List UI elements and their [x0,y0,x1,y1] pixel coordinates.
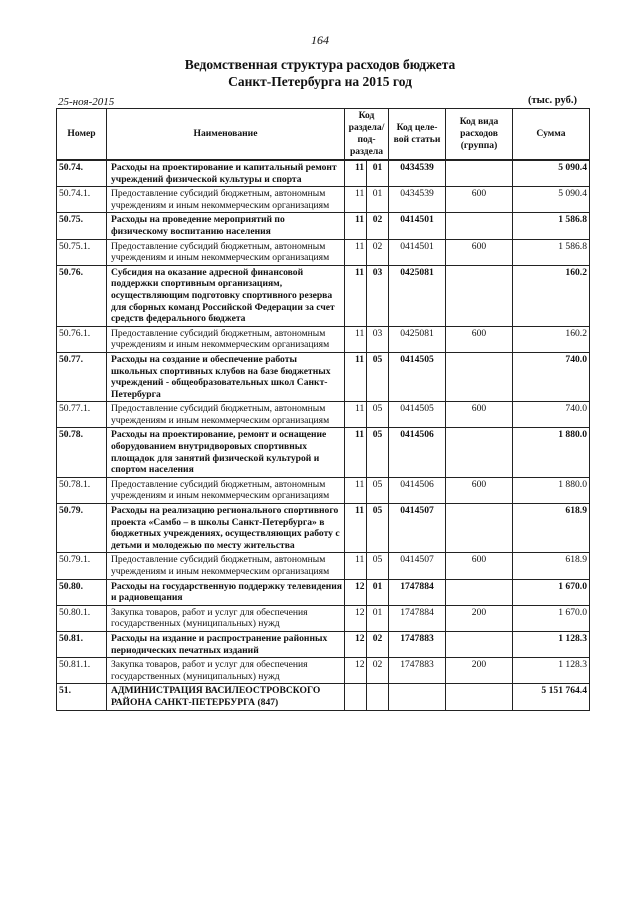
cell-section: 11 [345,428,367,477]
header-section: Код раздела/ под- раздела [345,109,389,161]
cell-subsection: 05 [367,428,389,477]
cell-number: 50.81.1. [57,658,107,684]
cell-name: Предоставление субсидий бюджетным, автономным учреждениям и иным некоммерческим организациям [107,402,345,428]
table-row [57,684,590,710]
cell-sum: 160.2 [513,326,590,352]
cell-section: 11 [345,553,367,579]
cell-name: Расходы на государственную поддержку телевидения и радиовещания [107,579,345,605]
cell-subsection [367,684,389,710]
cell-name: Предоставление субсидий бюджетным, автономным учреждениям и иным некоммерческим организациям [107,187,345,213]
cell-sum: 1 586.8 [513,213,590,239]
cell-number: 50.81. [57,631,107,657]
cell-subsection: 02 [367,213,389,239]
cell-expense-type: 600 [446,239,513,265]
header-article: Код целе- вой статьи [389,109,446,161]
cell-name: Закупка товаров, работ и услуг для обеспечения государственных (муниципальных) нужд [107,605,345,631]
cell-sum: 1 586.8 [513,239,590,265]
table-row [57,605,590,631]
cell-article: 0414501 [389,213,446,239]
cell-section: 11 [345,402,367,428]
cell-section: 11 [345,352,367,401]
cell-section: 12 [345,658,367,684]
cell-name: Предоставление субсидий бюджетным, автономным учреждениям и иным некоммерческим организациям [107,477,345,503]
cell-number: 50.78. [57,428,107,477]
page-title [0,56,640,90]
cell-article: 0425081 [389,326,446,352]
cell-article: 0414505 [389,402,446,428]
header-number: Номер [57,109,107,161]
cell-name: Предоставление субсидий бюджетным, автономным учреждениям и иным некоммерческим организациям [107,553,345,579]
cell-name: Расходы на проектирование и капитальный ремонт учреждений физической культуры и спорта [107,160,345,187]
cell-article: 0414505 [389,352,446,401]
table-row [57,265,590,326]
cell-article: 0414506 [389,477,446,503]
cell-sum: 740.0 [513,402,590,428]
table-row [57,477,590,503]
cell-section: 11 [345,213,367,239]
cell-expense-type [446,352,513,401]
cell-section: 11 [345,265,367,326]
table-row [57,239,590,265]
header-expense-type: Код вида расходов (группа) [446,109,513,161]
cell-subsection: 05 [367,402,389,428]
cell-number: 50.80. [57,579,107,605]
cell-number: 51. [57,684,107,710]
header-name: Наименование [107,109,345,161]
cell-article: 0434539 [389,160,446,187]
table-row [57,553,590,579]
cell-expense-type: 200 [446,658,513,684]
cell-article: 0425081 [389,265,446,326]
cell-name: Расходы на проведение мероприятий по физическому воспитанию населения [107,213,345,239]
table-row [57,213,590,239]
cell-article: 0434539 [389,187,446,213]
cell-section: 11 [345,239,367,265]
cell-article [389,684,446,710]
cell-name: Субсидия на оказание адресной финансовой поддержки спортивным организациям, осуществляющим подготовку спортивного резерва для сборных команд Российской Федерации за счет средств федерального бюджета [107,265,345,326]
cell-number: 50.76. [57,265,107,326]
cell-subsection: 01 [367,605,389,631]
cell-subsection: 02 [367,239,389,265]
cell-number: 50.80.1. [57,605,107,631]
cell-expense-type [446,684,513,710]
page-number: 164 [311,33,329,47]
cell-number: 50.75.1. [57,239,107,265]
cell-subsection: 01 [367,160,389,187]
cell-expense-type: 600 [446,187,513,213]
cell-section: 11 [345,477,367,503]
cell-number: 50.75. [57,213,107,239]
cell-section: 11 [345,187,367,213]
title-line-2: Санкт-Петербурга на 2015 год [228,74,412,89]
cell-name: Расходы на проектирование, ремонт и оснащение оборудованием внутридворовых спортивных площадок для занятий физической культурой и спортом населения [107,428,345,477]
cell-article: 1747883 [389,631,446,657]
table-row [57,428,590,477]
header-sum: Сумма [513,109,590,161]
cell-number: 50.78.1. [57,477,107,503]
cell-subsection: 02 [367,631,389,657]
cell-sum: 1 670.0 [513,579,590,605]
table-row [57,579,590,605]
cell-name: Предоставление субсидий бюджетным, автономным учреждениям и иным некоммерческим организациям [107,239,345,265]
cell-section: 12 [345,631,367,657]
cell-article: 1747884 [389,605,446,631]
cell-expense-type [446,265,513,326]
cell-subsection: 02 [367,658,389,684]
cell-expense-type [446,213,513,239]
cell-sum: 618.9 [513,504,590,553]
table-row [57,631,590,657]
cell-name: Расходы на издание и распространение районных периодических печатных изданий [107,631,345,657]
cell-subsection: 01 [367,579,389,605]
cell-sum: 5 090.4 [513,160,590,187]
cell-expense-type [446,579,513,605]
cell-subsection: 03 [367,326,389,352]
cell-sum: 160.2 [513,265,590,326]
table-row [57,352,590,401]
cell-sum: 5 151 764.4 [513,684,590,710]
table-row [57,402,590,428]
cell-number: 50.76.1. [57,326,107,352]
cell-sum: 618.9 [513,553,590,579]
table-row [57,160,590,187]
title-line-1: Ведомственная структура расходов бюджета [184,57,456,72]
cell-subsection: 01 [367,187,389,213]
cell-article: 0414507 [389,553,446,579]
cell-number: 50.79.1. [57,553,107,579]
table-row [57,658,590,684]
cell-expense-type [446,160,513,187]
cell-name: АДМИНИСТРАЦИЯ ВАСИЛЕОСТРОВСКОГО РАЙОНА САНКТ-ПЕТЕРБУРГА (847) [107,684,345,710]
cell-number: 50.79. [57,504,107,553]
cell-article: 0414507 [389,504,446,553]
cell-section: 12 [345,579,367,605]
cell-section: 11 [345,160,367,187]
cell-expense-type [446,631,513,657]
cell-number: 50.74.1. [57,187,107,213]
cell-expense-type: 200 [446,605,513,631]
cell-section [345,684,367,710]
cell-article: 1747884 [389,579,446,605]
units-label: (тыс. руб.) [528,95,577,106]
cell-subsection: 03 [367,265,389,326]
cell-section: 11 [345,504,367,553]
cell-number: 50.77. [57,352,107,401]
cell-number: 50.77.1. [57,402,107,428]
cell-subsection: 05 [367,504,389,553]
cell-name: Расходы на реализацию регионального спортивного проекта «Самбо – в школы Санкт-Петербурга» в бюджетных учреждениях, осуществляющих работу с детьми и молодежью по месту жительства [107,504,345,553]
budget-table [56,108,590,711]
cell-sum: 1 128.3 [513,631,590,657]
cell-sum: 740.0 [513,352,590,401]
cell-sum: 1 880.0 [513,477,590,503]
report-date: 25-ноя-2015 [58,96,115,108]
cell-expense-type: 600 [446,553,513,579]
table-row [57,504,590,553]
cell-expense-type: 600 [446,326,513,352]
cell-sum: 1 670.0 [513,605,590,631]
cell-sum: 1 880.0 [513,428,590,477]
table-header [57,109,590,161]
cell-expense-type [446,428,513,477]
cell-article: 0414501 [389,239,446,265]
cell-subsection: 05 [367,352,389,401]
cell-subsection: 05 [367,477,389,503]
table-row [57,326,590,352]
cell-name: Предоставление субсидий бюджетным, автономным учреждениям и иным некоммерческим организациям [107,326,345,352]
cell-article: 0414506 [389,428,446,477]
cell-number: 50.74. [57,160,107,187]
cell-sum: 1 128.3 [513,658,590,684]
cell-expense-type: 600 [446,477,513,503]
cell-name: Расходы на создание и обеспечение работы школьных спортивных клубов на базе бюджетных учреждений - общеобразовательных школ Санкт-Петербурга [107,352,345,401]
cell-expense-type: 600 [446,402,513,428]
cell-sum: 5 090.4 [513,187,590,213]
cell-subsection: 05 [367,553,389,579]
cell-section: 12 [345,605,367,631]
cell-name: Закупка товаров, работ и услуг для обеспечения государственных (муниципальных) нужд [107,658,345,684]
table-row [57,187,590,213]
cell-section: 11 [345,326,367,352]
cell-expense-type [446,504,513,553]
cell-article: 1747883 [389,658,446,684]
